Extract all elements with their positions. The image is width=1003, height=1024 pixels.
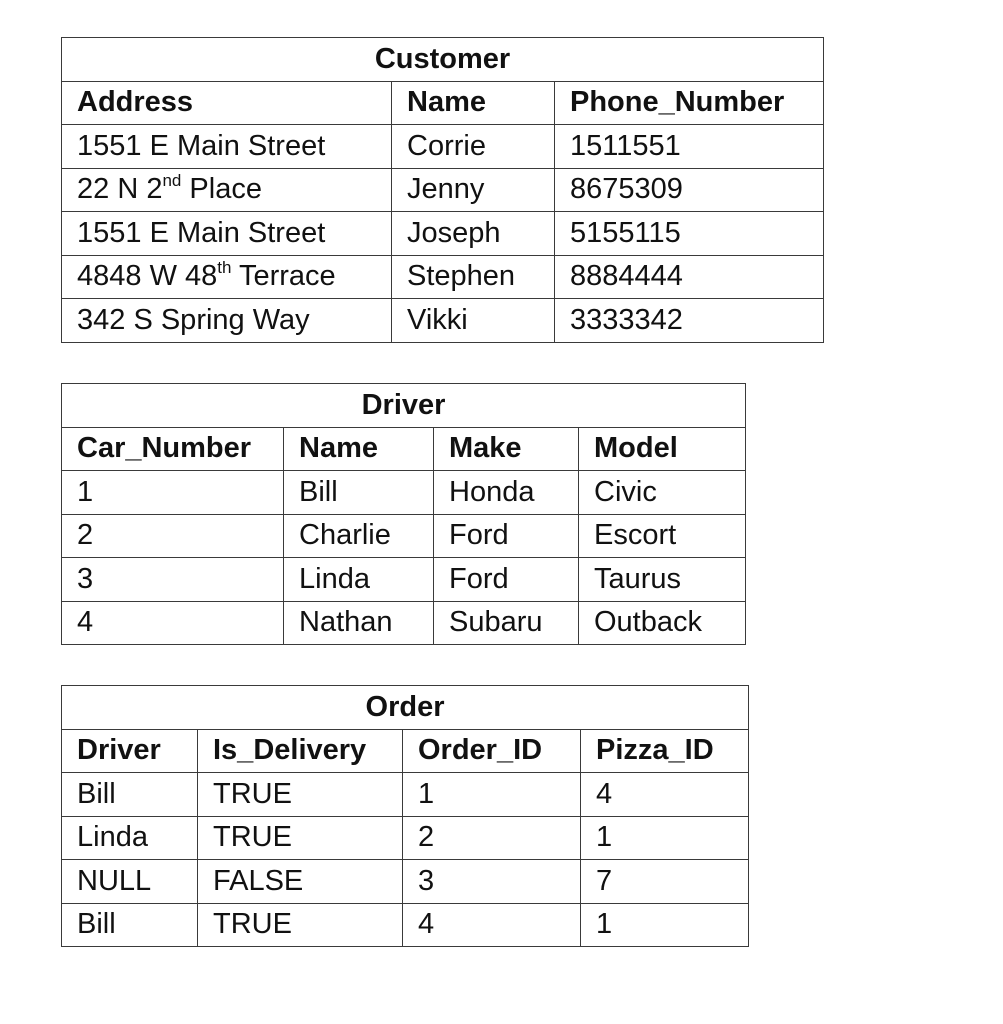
phone-cell: 8675309 [555, 168, 824, 212]
table-title: Customer [62, 38, 824, 82]
name-cell: Stephen [392, 255, 555, 299]
table-cell: Nathan [284, 601, 434, 645]
table-header-row [62, 427, 746, 471]
column-header: Is_Delivery [198, 729, 403, 773]
address-cell: 1551 E Main Street [62, 125, 392, 169]
order-table [61, 685, 749, 947]
table-cell: Linda [62, 816, 198, 860]
column-header: Pizza_ID [581, 729, 749, 773]
column-header: Address [62, 81, 392, 125]
table-caption-row [62, 686, 749, 730]
table-row [62, 212, 824, 256]
phone-cell: 5155115 [555, 212, 824, 256]
table-cell: Subaru [434, 601, 579, 645]
table-cell: 4 [62, 601, 284, 645]
table-cell: 1 [581, 816, 749, 860]
table-cell: 1 [581, 903, 749, 947]
table-row [62, 168, 824, 212]
table-row [62, 255, 824, 299]
table-cell: 3 [403, 860, 581, 904]
table-cell: 1 [403, 773, 581, 817]
table-cell: Civic [579, 471, 746, 515]
driver-table [61, 383, 746, 645]
address-cell: 342 S Spring Way [62, 299, 392, 343]
column-header: Order_ID [403, 729, 581, 773]
table-row [62, 903, 749, 947]
table-cell: FALSE [198, 860, 403, 904]
name-cell: Joseph [392, 212, 555, 256]
table-cell: Charlie [284, 514, 434, 558]
table-cell: Outback [579, 601, 746, 645]
table-cell: Linda [284, 558, 434, 602]
column-header: Name [392, 81, 555, 125]
table-cell: TRUE [198, 903, 403, 947]
table-cell: Bill [284, 471, 434, 515]
table-cell: 1 [62, 471, 284, 515]
table-cell: Honda [434, 471, 579, 515]
table-row [62, 558, 746, 602]
name-cell: Jenny [392, 168, 555, 212]
table-cell: Ford [434, 514, 579, 558]
table-row [62, 125, 824, 169]
table-cell: NULL [62, 860, 198, 904]
table-cell: Taurus [579, 558, 746, 602]
table-cell: TRUE [198, 816, 403, 860]
table-cell: 3 [62, 558, 284, 602]
table-title: Driver [62, 384, 746, 428]
table-row [62, 816, 749, 860]
column-header: Driver [62, 729, 198, 773]
name-cell: Corrie [392, 125, 555, 169]
table-title: Order [62, 686, 749, 730]
table-caption-row [62, 38, 824, 82]
column-header: Name [284, 427, 434, 471]
table-cell: Escort [579, 514, 746, 558]
table-header-row [62, 729, 749, 773]
table-row [62, 860, 749, 904]
table-row [62, 773, 749, 817]
table-row [62, 471, 746, 515]
table-row [62, 601, 746, 645]
phone-cell: 3333342 [555, 299, 824, 343]
table-header-row [62, 81, 824, 125]
table-caption-row [62, 384, 746, 428]
customer-table [61, 37, 824, 343]
address-cell: 1551 E Main Street [62, 212, 392, 256]
table-cell: 2 [403, 816, 581, 860]
table-cell: 2 [62, 514, 284, 558]
table-cell: TRUE [198, 773, 403, 817]
table-row [62, 514, 746, 558]
phone-cell: 8884444 [555, 255, 824, 299]
table-cell: Ford [434, 558, 579, 602]
table-cell: Bill [62, 773, 198, 817]
address-cell: 22 N 2nd Place [62, 168, 392, 212]
column-header: Model [579, 427, 746, 471]
column-header: Car_Number [62, 427, 284, 471]
column-header: Phone_Number [555, 81, 824, 125]
name-cell: Vikki [392, 299, 555, 343]
table-cell: 4 [581, 773, 749, 817]
phone-cell: 1511551 [555, 125, 824, 169]
table-cell: 7 [581, 860, 749, 904]
address-cell: 4848 W 48th Terrace [62, 255, 392, 299]
column-header: Make [434, 427, 579, 471]
table-cell: 4 [403, 903, 581, 947]
table-cell: Bill [62, 903, 198, 947]
table-row [62, 299, 824, 343]
